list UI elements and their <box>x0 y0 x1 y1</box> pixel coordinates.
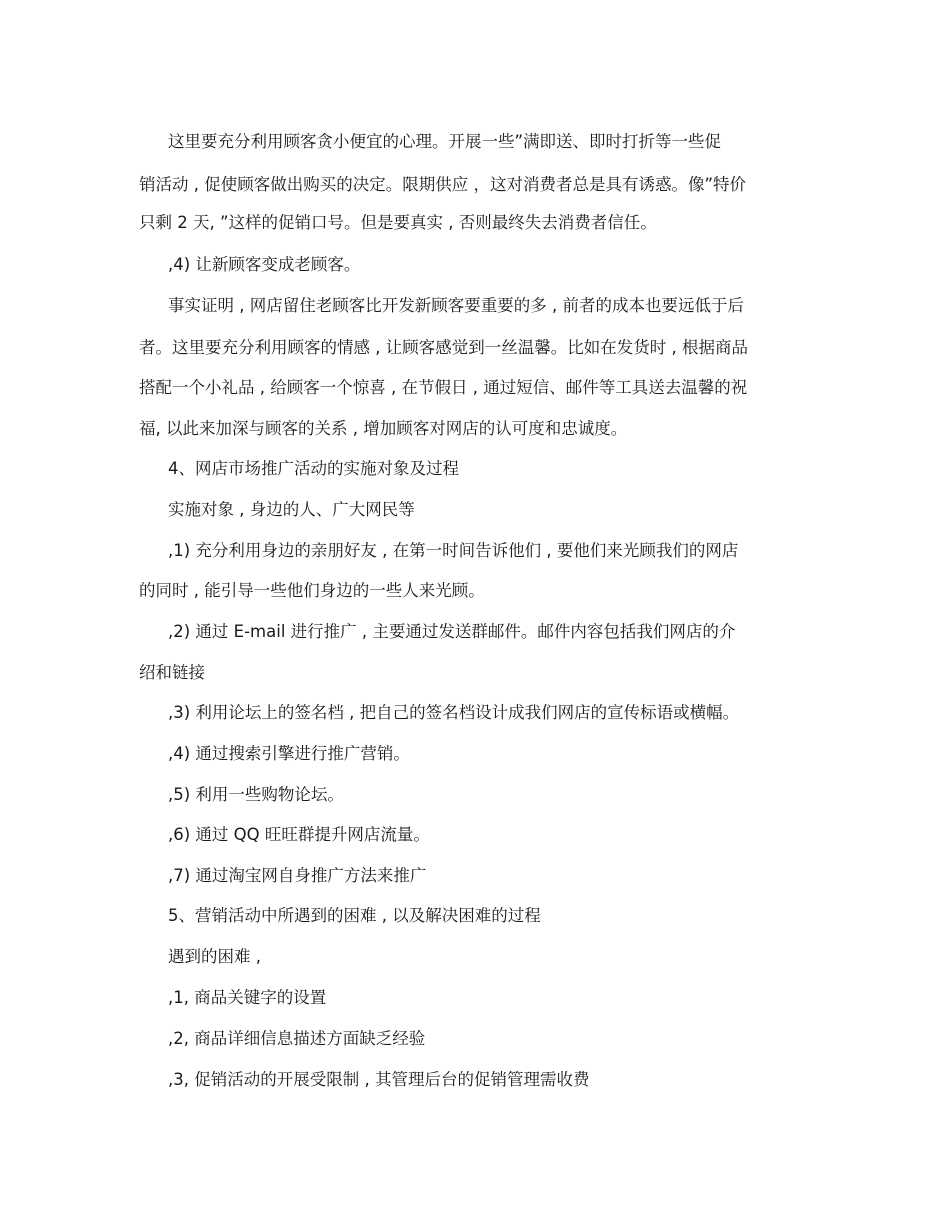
list-item: ,7) 通过淘宝网自身推广方法来推广 <box>168 866 427 885</box>
text-line: 绍和链接 <box>139 663 205 682</box>
list-item: ,3) 利用论坛上的签名档 , 把自己的签名档设计成我们网店的宣传标语或横幅。 <box>168 703 740 722</box>
section-heading: 4、网店市场推广活动的实施对象及过程 <box>168 459 459 478</box>
text-line: 者。这里要充分利用顾客的情感 , 让顾客感觉到一丝温馨。比如在发货时 , 根据商品 <box>139 338 748 357</box>
text-line: 只剩 2 天, ”这样的促销口号。但是要真实 , 否则最终失去消费者信任。 <box>139 213 657 232</box>
text-line: 的同时 , 能引导一些他们身边的一些人来光顾。 <box>139 581 485 600</box>
list-item: ,2) 通过 E-mail 进行推广 , 主要通过发送群邮件。邮件内容包括我们网店的介 <box>168 622 736 641</box>
text-line: 福, 以此来加深与顾客的关系 , 增加顾客对网店的认可度和忠诚度。 <box>139 419 628 438</box>
list-item: ,6) 通过 QQ 旺旺群提升网店流量。 <box>168 825 430 844</box>
text-line: 销活动 , 促使顾客做出购买的决定。限期供应 ，这对消费者总是具有诱惑。像”特价 <box>139 175 747 194</box>
text-line: 搭配一个小礼品 , 给顾客一个惊喜 , 在节假日 , 通过短信、邮件等工具送去温馨的祝 <box>139 378 748 397</box>
text-line: 事实证明 , 网店留住老顾客比开发新顾客要重要的多 , 前者的成本也要远低于后 <box>168 296 744 315</box>
text-line: 这里要充分利用顾客贪小便宜的心理。开展一些”满即送、即时打折等一些促 <box>168 132 722 151</box>
text-line: 实施对象 , 身边的人、广大网民等 <box>168 500 415 519</box>
list-item: ,1, 商品关键字的设置 <box>168 988 327 1007</box>
section-heading: 5、营销活动中所遇到的困难 , 以及解决困难的过程 <box>168 906 541 925</box>
text-line: 遇到的困难 , <box>168 947 261 966</box>
text-line: ,4) 让新顾客变成老顾客。 <box>168 255 361 274</box>
list-item: ,3, 促销活动的开展受限制 , 其管理后台的促销管理需收费 <box>168 1070 590 1089</box>
list-item: ,1) 充分利用身边的亲朋好友 , 在第一时间告诉他们 , 要他们来光顾我们的网店 <box>168 541 739 560</box>
list-item: ,4) 通过搜索引擎进行推广营销。 <box>168 744 410 763</box>
list-item: ,2, 商品详细信息描述方面缺乏经验 <box>168 1029 426 1048</box>
list-item: ,5) 利用一些购物论坛。 <box>168 785 344 804</box>
